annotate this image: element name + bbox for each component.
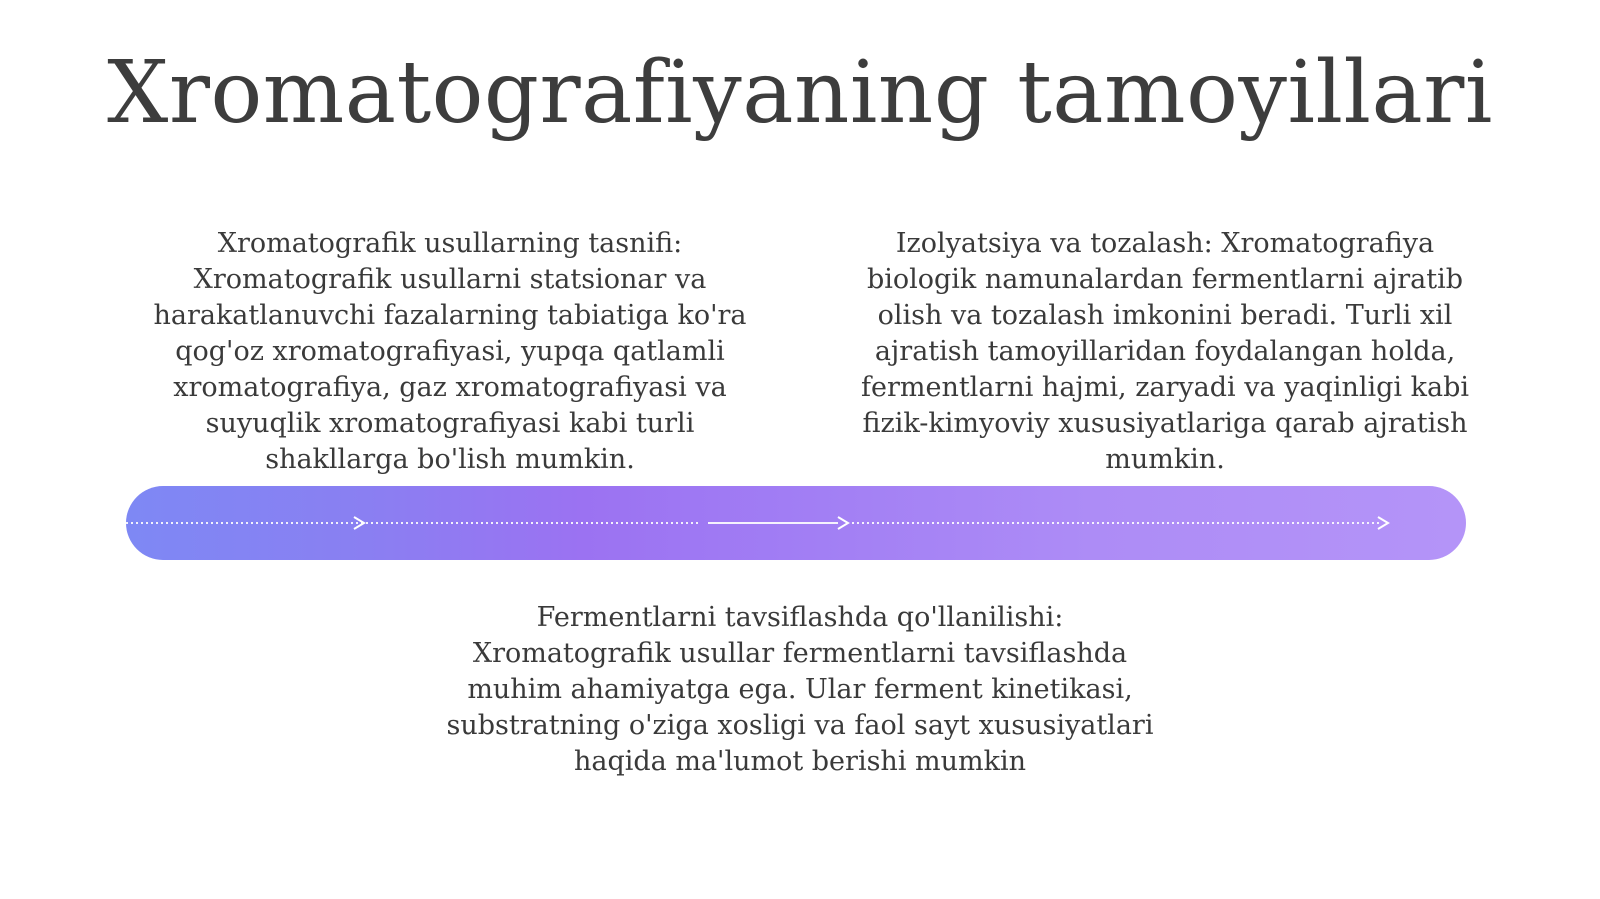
- arrow-right-icon: [1378, 517, 1388, 529]
- slide-title: Xromatografiyaning tamoyillari: [107, 43, 1493, 143]
- timeline-lines: [126, 486, 1466, 560]
- arrow-right-icon: [838, 517, 848, 529]
- text-block-isolation: Izolyatsiya va tozalash: Xromatografiya biologik namunalardan fermentlarni ajratib olish va tozalash imkonini beradi. Turli xil ajratish tamoyillaridan foydalangan holda, fermentlarni hajmi, zaryadi va yaqinligi kabi fizik-kimyoviy xususiyatlariga qarab ajratish mumkin.: [860, 228, 1470, 475]
- text-block-application: Fermentlarni tavsiflashda qo'llanilishi: Xromatografik usullar fermentlarni tavsiflashda muhim ahamiyatga ega. Ular ferment kinetikasi, substratning o'ziga xosligi va faol sayt xususiyatlari haqida ma'lumot berishi mumkin: [446, 602, 1154, 777]
- arrow-right-icon: [354, 517, 364, 529]
- timeline-bar: [126, 486, 1466, 560]
- text-block-classification: Xromatografik usullarning tasnifi: Xromatografik usullarni statsionar va harakatlanuvchi fazalarning tabiatiga ko'ra qog'oz xromatografiyasi, yupqa qatlamli xromatografiya, gaz xromatografiyasi va suyuqlik xromatografiyasi kabi turli shakllarga bo'lish mumkin.: [153, 228, 747, 475]
